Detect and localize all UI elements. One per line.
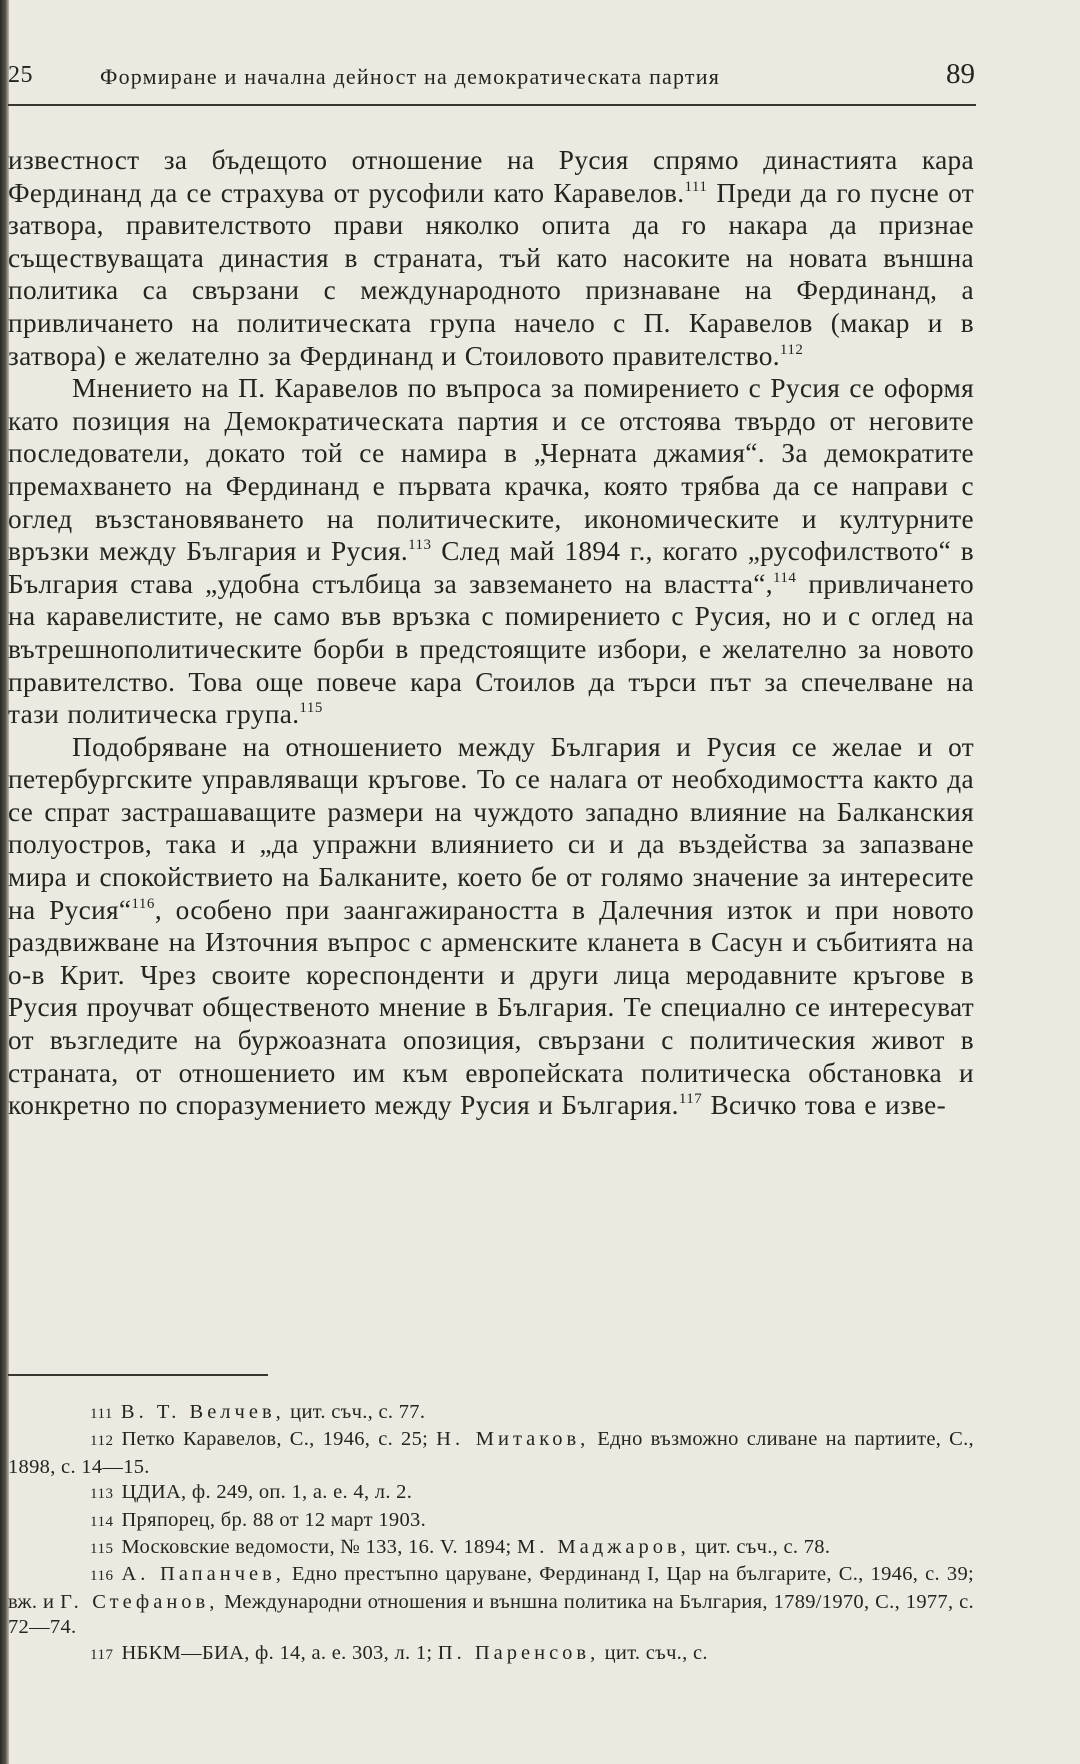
footnote-number: 114 [90,1513,114,1530]
footnote-ref: 115 [299,700,323,717]
footnote-117 [8,1641,974,1668]
footnote-ref: 114 [772,569,797,586]
footnote-text: цит. съч., с. 78. [689,1536,831,1559]
footnote-text: Московские ведомости, № 133, 16. V. 1894; [121,1536,517,1559]
footnote-author: М. Маджаров, [516,1536,690,1559]
chapter-number: 25 [8,62,33,88]
footnote-author: П. Паренсов, [437,1641,600,1664]
footnote-text: Едно възможно сливане на партиите, С., 1898, с. 14—15. [8,1428,974,1478]
footnote-number: 111 [90,1406,113,1422]
paragraph-text: След май 1894 г., когато „русофилството“ в България става „удобна стълбица за завземането на властта“, [8,536,974,599]
footnote-116 [8,1562,974,1640]
footnote-number: 113 [90,1486,114,1503]
paragraph-text: Преди да го пусне от затвора, правителството прави няколко опита да го накара да признае съществуващата династия в страната, тъй като насоките на новата външна политика са свързани с международното признаване на Фердинанд, а привличането на политическата група начело с П. Каравелов (макар и в затвора) е желателно за Фердинанд и Стоиловото правителство. [8,177,974,371]
footnote-text: ЦДИА, ф. 249, оп. 1, а. е. 4, л. 2. [121,1481,413,1504]
footnote-ref: 113 [408,537,432,554]
paragraph-text: известност за бъдещото отношение на Русия спрямо династията кара Фердинанд да се страхува от русофили като Каравелов. [8,145,974,208]
footnote-number: 112 [90,1433,114,1450]
footnote-ref: 111 [684,178,708,195]
paragraph-text: Мнението на П. Каравелов по въпроса за помирението с Русия се оформя като позиция на Демократическата партия и се отстоява твърдо от неговите последователи, докато той се намира в „Черната джамия“. За демократите премахването на Фердинанд е първата крачка, която трябва да се направи с оглед възстановяването на политическите, икономическите и културните връзки между България и Русия. [8,373,974,567]
header-divider [8,104,976,106]
footnote-ref: 116 [131,895,155,912]
paragraph-2 [8,372,974,731]
footnote-text: Пряпорец, бр. 88 от 12 март 1903. [121,1508,426,1531]
paragraph-text: привличането на каравелистите, не само във връзка с помирението с Русия, но и с оглед на вътрешнополитическите борби в предстоящите избори, е желателно за новото правителство. Това още повече кара Стоилов да търси път за спечелване на тази политическа група. [8,568,974,730]
footnote-author: Г. Стефанов, [60,1590,219,1613]
footnote-number: 117 [90,1646,114,1663]
footnote-111 [8,1400,974,1427]
footnote-text: Петко Каравелов, С., 1946, с. 25; [121,1428,437,1451]
running-title: Формиране и начална дейност на демократическата партия [100,64,721,89]
footnote-text: Международни отношения и външна политика на България, 1789/1970, С., 1977, с. 72—74. [8,1590,974,1639]
footnote-113 [8,1480,974,1507]
footnote-text: Едно престъпно царуване, Фердинанд I, Цар на българите, С., 1946, с. 39; вж. и [8,1563,975,1613]
footnote-author: А. Папанчев, [121,1563,285,1586]
paragraph-1 [8,144,974,372]
paragraph-3 [8,731,974,1122]
footnote-ref: 112 [779,341,804,358]
footnote-author: Н. Митаков, [436,1428,590,1451]
footnote-112 [8,1427,974,1480]
footnote-number: 116 [90,1568,114,1585]
page-header [0,58,975,98]
paragraph-text: Подобряване на отношението между България и Русия се желае и от петербургските управляващи кръгове. То се налага от необходимостта както да се спрат застрашаващите размери на чуждото западно влияние на Балканския полуостров, така и „да упражни влиянието си и да въздейства за запазване мира и спокойствието на Балканите, което бе от голямо значение за интересите на Русия“ [8,731,974,925]
footnote-text: цит. съч., с. [599,1641,708,1664]
footnote-text: цит. съч., с. 77. [284,1401,426,1423]
page-number: 89 [946,58,975,90]
paragraph-text: Всичко това е изве- [702,1090,947,1121]
footnote-divider [8,1374,268,1376]
footnote-ref: 117 [678,1091,703,1108]
footnote-author: В. Т. Велчев, [120,1401,285,1423]
paragraph-text: , особено при заангажираността в Далечния изток и при новото раздвижване на Източния въпрос с арменските кланета в Сасун и събитията на о-в Крит. Чрез своите кореспонденти и други лица меродавните кръгове в Русия проучват общественото мнение в България. Те специално се интересуват от възгледите на буржоазната опозиция, свързани с политическия живот в страната, от отношението им към европейската политическа обстановка и конкретно по споразумението между Русия и България. [8,894,974,1121]
footnote-text: НБКМ—БИА, ф. 14, а. е. 303, л. 1; [121,1641,438,1664]
main-text [8,144,974,1122]
footnotes [8,1400,974,1668]
footnote-114 [8,1508,974,1535]
footnote-number: 115 [90,1541,114,1558]
footnote-115 [8,1535,974,1562]
